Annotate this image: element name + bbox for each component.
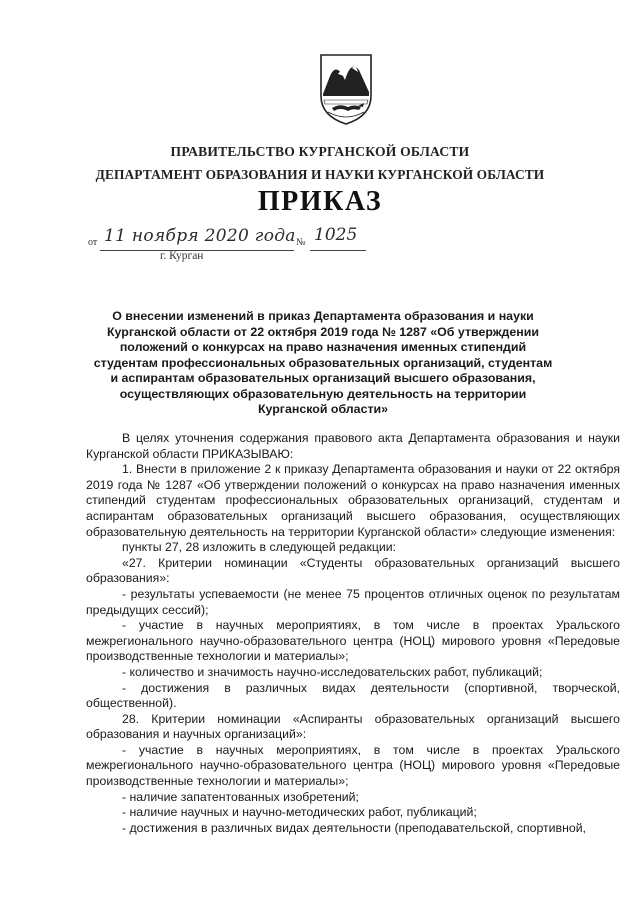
kurgan-coat-of-arms-icon — [318, 52, 374, 126]
body-paragraph: 1. Внести в приложение 2 к приказу Департамента образования и науки от 22 октября 2019 года № 1287 «Об утверждении положений о конкурсах на право назначения именных стипендий студентам профессиональных образовательных организаций, студентам и аспирантам образовательных организаций высшего образования, осуществляющих образовательную деятельность на территории Курганской области» следующие изменения: — [86, 462, 620, 539]
number-underline — [310, 250, 366, 251]
body-paragraph: В целях уточнения содержания правового акта Департамента образования и науки Курганской области ПРИКАЗЫВАЮ: — [86, 431, 620, 461]
date-prefix: от — [88, 237, 98, 248]
body-paragraph: - наличие научных и научно-методических работ, публикаций; — [122, 805, 477, 820]
body-paragraph: - результаты успеваемости (не менее 75 процентов отличных оценок по результатам предыдущих сессий); — [86, 586, 620, 617]
order-body — [86, 431, 620, 836]
handwritten-number: 1025 — [314, 225, 358, 245]
body-paragraph: «27. Критерии номинации «Студенты образовательных организаций высшего образования»: — [86, 555, 620, 586]
body-paragraph: пункты 27, 28 изложить в следующей редакции: — [122, 540, 397, 555]
government-name: ПРАВИТЕЛЬСТВО КУРГАНСКОЙ ОБЛАСТИ — [170, 144, 470, 159]
body-paragraph: - участие в научных мероприятиях, в том числе в проектах Уральского межрегионального научно-образовательного центра (НОЦ) мирового уровня «Передовые производственные технологии и материалы»; — [86, 742, 620, 789]
body-paragraph: - количество и значимость научно-исследовательских работ, публикаций; — [122, 664, 543, 679]
body-paragraph: - достижения в различных видах деятельности (спортивной, творческой, общественной). — [86, 680, 620, 711]
body-paragraph: - достижения в различных видах деятельности (преподавательской, спортивной, — [122, 820, 586, 835]
body-paragraph: 28. Критерии номинации «Аспиранты образовательных организаций высшего образования и научных организаций»: — [86, 711, 620, 742]
body-paragraph: - участие в научных мероприятиях, в том числе в проектах Уральского межрегионального научно-образовательного центра (НОЦ) мирового уровня «Передовые производственные технологии и материалы»; — [86, 618, 620, 664]
date-number-row — [88, 226, 388, 252]
order-subject-heading: О внесении изменений в приказ Департамента образования и науки Курганской области от 22 октября 2019 года № 1287 «Об утверждении положений о конкурсах на право назначения именных стипендий студентам профессиональных образовательных организаций, студентам и аспирантам образовательных организаций высшего образования, осуществляющих образовательную деятельность на территории Курганской области» — [93, 309, 553, 416]
city-label: г. Курган — [160, 250, 204, 262]
number-prefix: № — [296, 237, 306, 248]
body-paragraph: - наличие запатентованных изобретений; — [122, 789, 359, 804]
department-name: ДЕПАРТАМЕНТ ОБРАЗОВАНИЯ И НАУКИ КУРГАНСКОЙ ОБЛАСТИ — [95, 167, 545, 182]
handwritten-date: 11 ноября 2020 года — [104, 226, 296, 246]
document-type-title: ПРИКАЗ — [257, 186, 383, 217]
